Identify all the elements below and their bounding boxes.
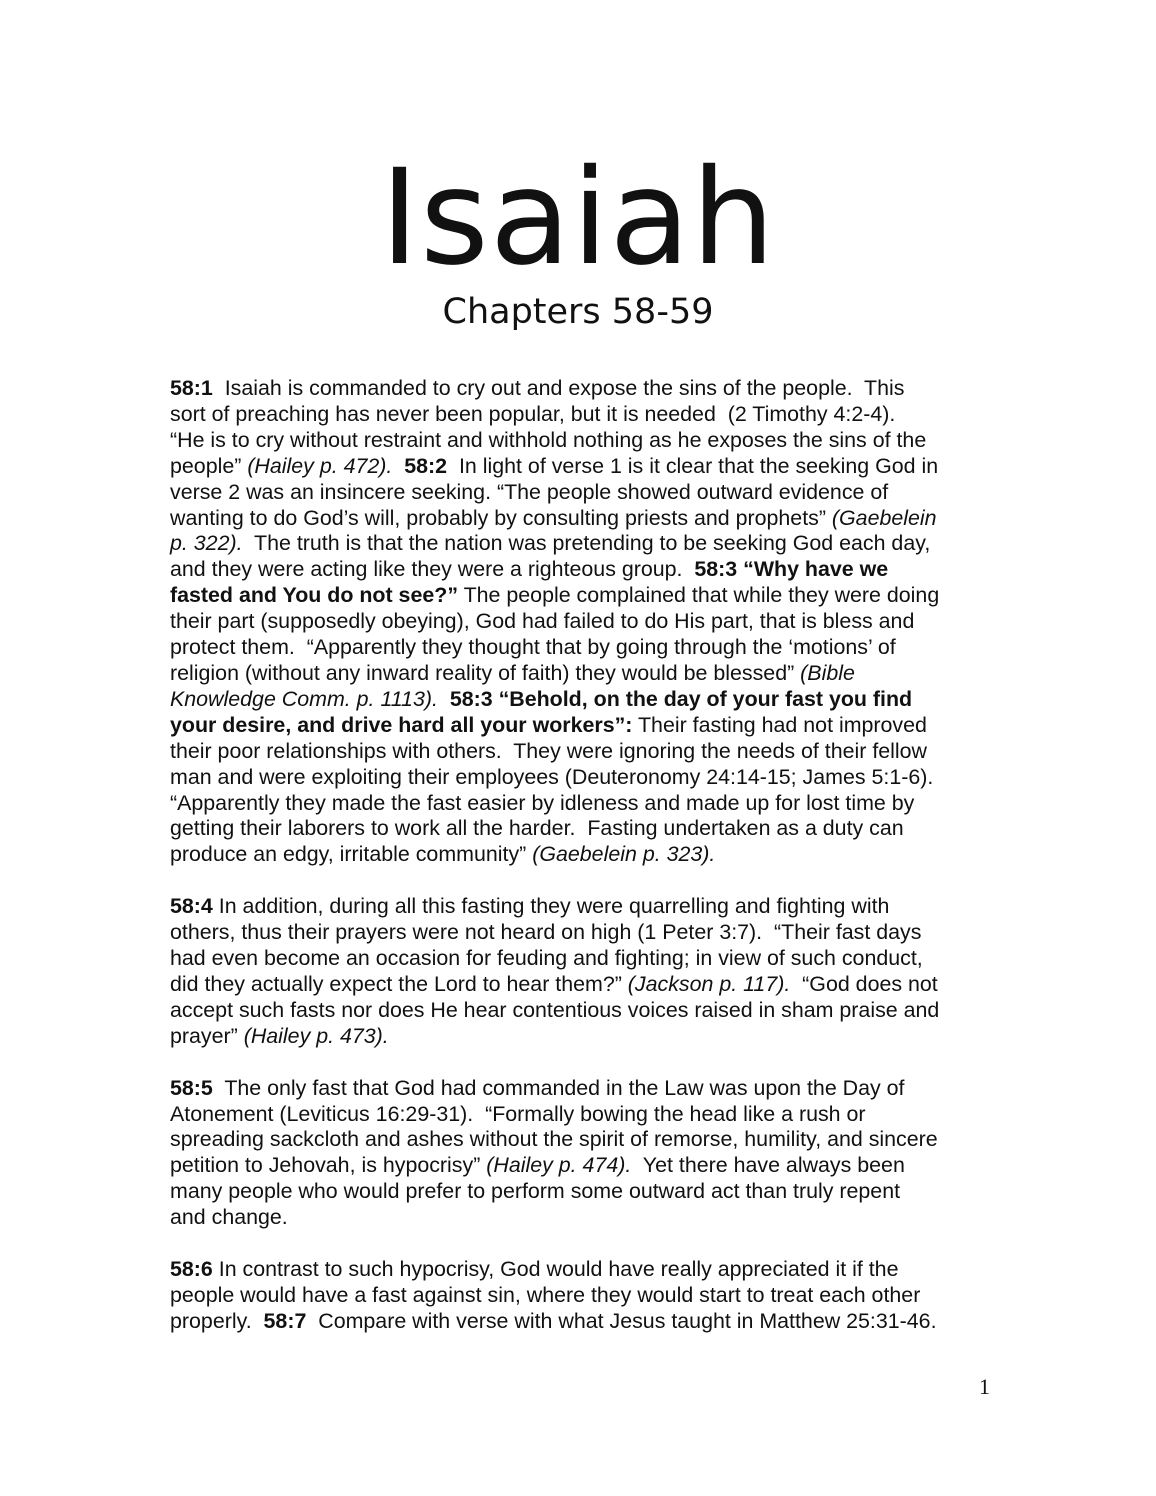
text-run: Compare with verse with what Jesus taught in Matthew 25:31-46.	[306, 1308, 937, 1333]
text-line	[170, 428, 1000, 454]
text-run: The people complained that while they were doing	[458, 583, 940, 608]
text-line	[170, 1102, 1000, 1128]
text-line	[170, 1076, 1000, 1102]
verse-reference: 58:7	[263, 1308, 307, 1333]
text-run: and they were acting like they were a righteous group.	[170, 557, 695, 582]
text-run: In addition, during all this fasting they were quarrelling and fighting with	[212, 894, 890, 919]
text-line	[170, 765, 1000, 791]
text-run: did they actually expect the Lord to hear them?”	[170, 971, 628, 996]
text-run: Isaiah is commanded to cry out and expose the sins of the people. This	[212, 376, 905, 400]
text-run: Yet there have always been	[631, 1153, 905, 1178]
citation: (Hailey p. 473).	[243, 1023, 389, 1048]
text-line	[170, 816, 1000, 842]
text-run: getting their laborers to work all the harder. Fasting undertaken as a duty can	[170, 816, 904, 841]
citation: (Jackson p. 117).	[627, 971, 791, 996]
verse-reference: 58:3 “Behold, on the day of your fast you find	[449, 686, 913, 711]
citation: p. 322).	[170, 531, 243, 556]
text-run: Atonement (Leviticus 16:29-31). “Formally bowing the head like a rush or	[170, 1101, 866, 1126]
text-run: petition to Jehovah, is hypocrisy”	[170, 1153, 487, 1178]
text-line	[170, 998, 1000, 1024]
verse-reference: 58:3 “Why have we	[694, 557, 889, 582]
text-line	[170, 713, 1000, 739]
text-line	[170, 609, 1000, 635]
text-line	[170, 946, 1000, 972]
text-line	[170, 1153, 1000, 1179]
citation: (Hailey p. 474).	[486, 1153, 632, 1178]
text-run: “Apparently they made the fast easier by idleness and made up for lost time by	[170, 790, 915, 815]
text-run: wanting to do God’s will, probably by consulting priests and prophets”	[170, 505, 832, 530]
text-run: accept such fasts nor does He hear contentious voices raised in sham praise and	[170, 997, 940, 1022]
text-line	[170, 1127, 1000, 1153]
text-run	[392, 454, 404, 478]
text-run: In contrast to such hypocrisy, God would have really appreciated it if the	[212, 1257, 899, 1282]
text-line	[170, 687, 1000, 713]
text-run: man and were exploiting their employees (Deuteronomy 24:14-15; James 5:1-6).	[170, 764, 934, 789]
verse-reference: fasted and You do not see?”	[170, 583, 459, 608]
text-line	[170, 557, 1000, 583]
text-line	[170, 1024, 1000, 1050]
text-line	[170, 972, 1000, 998]
text-run: people”	[170, 453, 248, 478]
paragraph-58-5	[170, 1076, 1000, 1231]
citation: (Gaebelein p. 323).	[532, 842, 716, 867]
text-run	[438, 687, 450, 711]
text-run: others, thus their prayers were not heard on high (1 Peter 3:7). “Their fast days	[170, 920, 922, 945]
text-run: The only fast that God had commanded in the Law was upon the Day of	[212, 1075, 905, 1100]
text-line	[170, 531, 1000, 557]
commentary-body	[170, 376, 1000, 1361]
text-line	[170, 894, 1000, 920]
text-line	[170, 842, 1000, 868]
text-run: prayer”	[170, 1023, 244, 1048]
verse-reference: your desire, and drive hard all your workers”:	[170, 712, 633, 737]
text-run: protect them. “Apparently they thought that by going through the ‘motions’ of	[170, 635, 896, 660]
text-run: “He is to cry without restraint and withhold nothing as he exposes the sins of the	[170, 427, 927, 452]
text-run: verse 2 was an insincere seeking. “The people showed outward evidence of	[170, 479, 889, 504]
citation: (Bible	[800, 660, 855, 685]
verse-reference: 58:5	[170, 1075, 213, 1100]
verse-reference: 58:4	[170, 894, 213, 919]
text-line	[170, 583, 1000, 609]
text-line	[170, 920, 1000, 946]
text-run: In light of verse 1 is it clear that the seeking God in	[447, 453, 939, 478]
text-run: properly.	[170, 1308, 264, 1333]
text-run: produce an edgy, irritable community”	[170, 842, 533, 867]
text-line	[170, 661, 1000, 687]
document-title: Isaiah	[380, 141, 776, 295]
text-line	[170, 454, 1000, 480]
text-run: Their fasting had not improved	[632, 712, 927, 737]
text-line	[170, 1257, 1000, 1283]
text-run: had even become an occasion for feuding and fighting; in view of such conduct,	[170, 946, 923, 971]
paragraph-58-6-to-58-7	[170, 1257, 1000, 1335]
verse-reference: 58:1	[170, 376, 213, 400]
text-run: people would have a fast against sin, where they would start to treat each other	[170, 1283, 921, 1307]
text-line	[170, 480, 1000, 506]
text-run: their poor relationships with others. They were ignoring the needs of their fellow	[170, 738, 928, 763]
text-run: religion (without any inward reality of faith) they would be blessed”	[170, 660, 801, 685]
text-line	[170, 739, 1000, 765]
page-number: 1	[979, 1374, 990, 1399]
text-line	[170, 791, 1000, 817]
text-line	[170, 376, 1000, 402]
verse-reference: 58:2	[404, 453, 448, 478]
text-run: The truth is that the nation was pretending to be seeking God each day,	[242, 531, 931, 556]
text-line	[170, 402, 1000, 428]
text-line	[170, 1205, 1000, 1231]
text-run: spreading sackcloth and ashes without the spirit of remorse, humility, and sincere	[170, 1127, 938, 1152]
paragraph-58-4	[170, 894, 1000, 1049]
text-run: many people who would prefer to perform some outward act than truly repent	[170, 1179, 901, 1204]
citation: (Hailey p. 472).	[247, 453, 393, 478]
text-run: and change.	[170, 1205, 288, 1230]
text-run: sort of preaching has never been popular, but it is needed (2 Timothy 4:2-4).	[170, 401, 896, 426]
text-line	[170, 635, 1000, 661]
text-run: their part (supposedly obeying), God had failed to do His part, that is bless and	[170, 609, 915, 634]
text-line	[170, 1309, 1000, 1335]
document-subtitle: Chapters 58-59	[442, 292, 714, 332]
text-run: “God does not	[790, 971, 938, 996]
paragraph-58-1-to-58-3	[170, 376, 1000, 868]
citation: (Gaebelein	[831, 505, 937, 530]
text-line	[170, 1283, 1000, 1309]
verse-reference: 58:6	[170, 1257, 213, 1282]
citation: Knowledge Comm. p. 1113).	[170, 686, 438, 711]
text-line	[170, 1179, 1000, 1205]
text-line	[170, 506, 1000, 532]
